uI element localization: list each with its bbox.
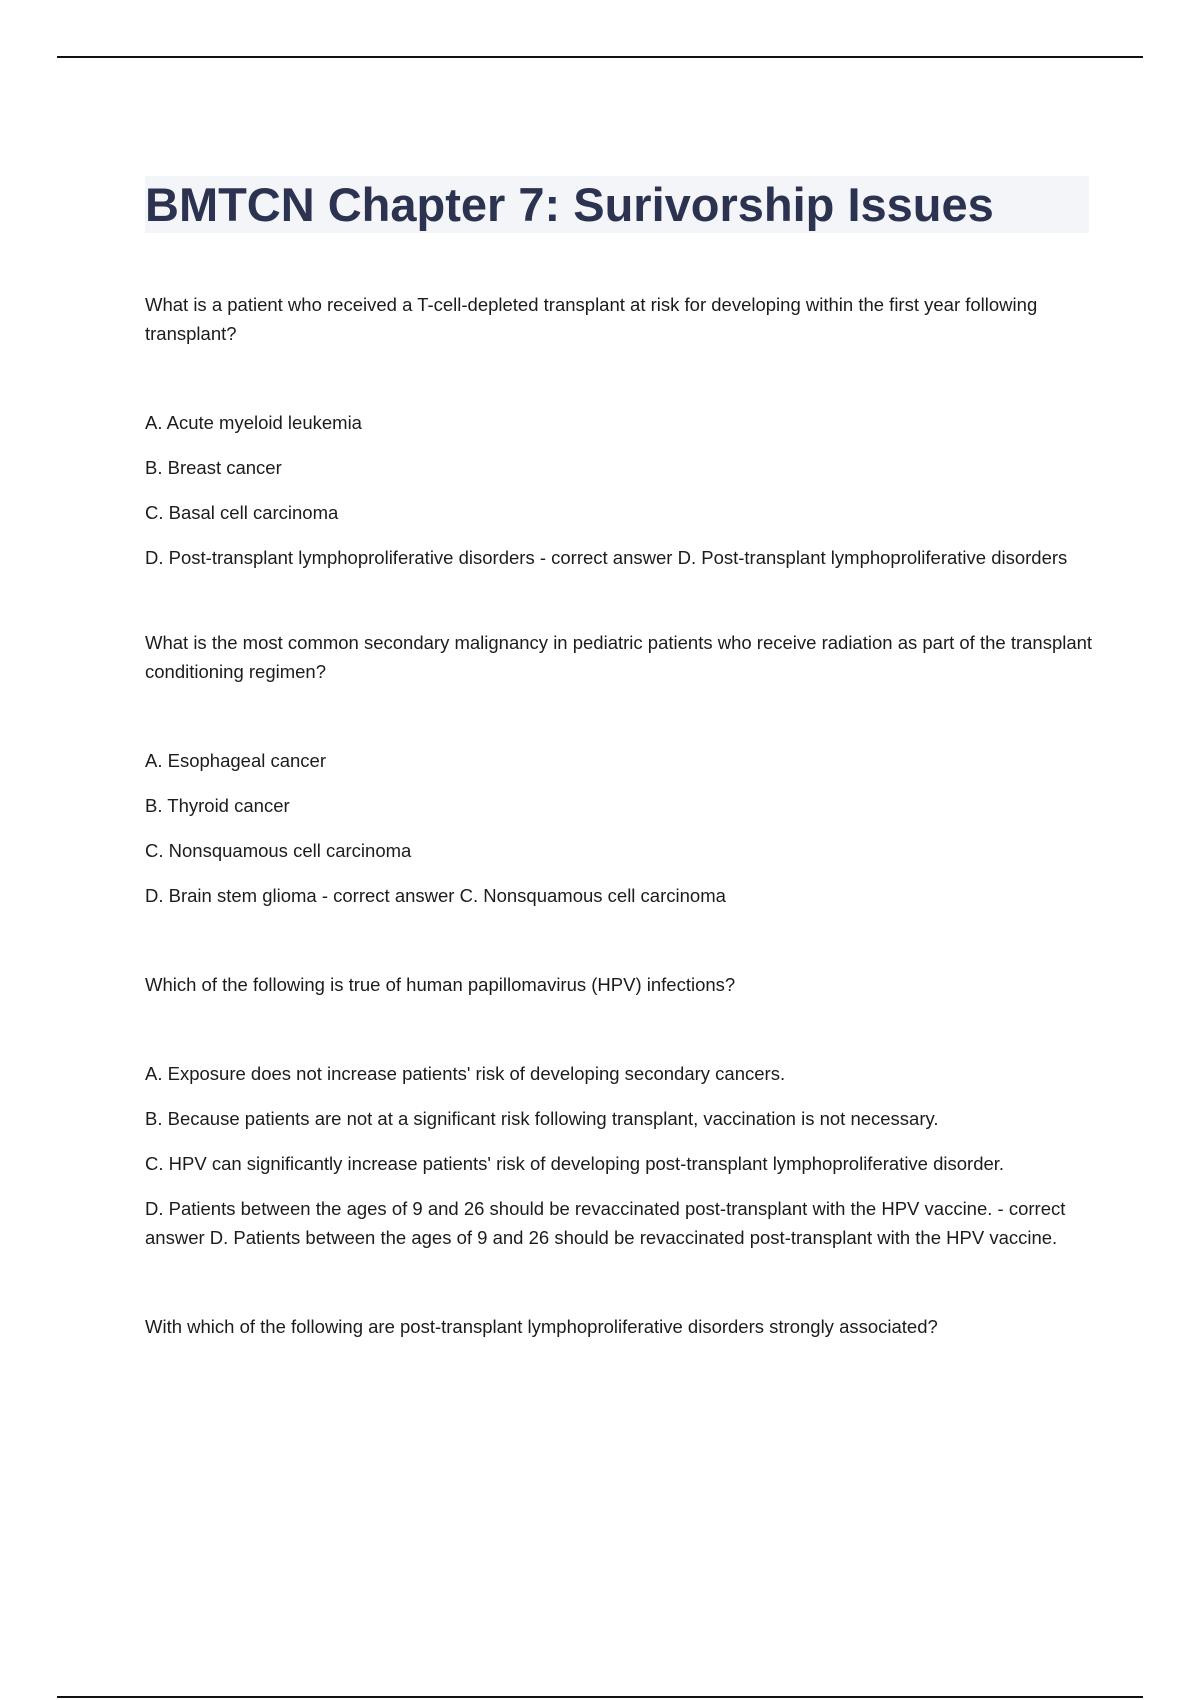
- answer-option: A. Esophageal cancer: [145, 750, 327, 771]
- question-text: What is a patient who received a T-cell-depleted transplant at risk for developing within the first year following transplant?: [145, 294, 1038, 344]
- question-list: [145, 290, 1095, 1401]
- page-title: BMTCN Chapter 7: Surivorship Issues: [145, 176, 1089, 233]
- question-block: [145, 628, 1095, 910]
- answer-option: C. HPV can significantly increase patients' risk of developing post-transplant lymphoproliferative disorder.: [145, 1153, 1005, 1174]
- question-block: [145, 290, 1095, 572]
- answer-option: D. Patients between the ages of 9 and 26 should be revaccinated post-transplant with the HPV vaccine. - correct answer D. Patients between the ages of 9 and 26 should be revaccinated post-transplant with the HPV vaccine.: [145, 1198, 1066, 1248]
- answer-options: [145, 408, 1095, 572]
- answer-option: D. Post-transplant lymphoproliferative disorders - correct answer D. Post-transplant lymphoproliferative disorders: [145, 547, 1068, 568]
- question-text: With which of the following are post-transplant lymphoproliferative disorders strongly associated?: [145, 1316, 938, 1337]
- answer-options: [145, 746, 1095, 910]
- answer-option: B. Breast cancer: [145, 457, 282, 478]
- question-block: [145, 1312, 1095, 1341]
- answer-option: D. Brain stem glioma - correct answer C. Nonsquamous cell carcinoma: [145, 885, 726, 906]
- question-text: Which of the following is true of human papillomavirus (HPV) infections?: [145, 974, 736, 995]
- answer-option: A. Exposure does not increase patients' risk of developing secondary cancers.: [145, 1063, 786, 1084]
- top-rule: [57, 56, 1143, 58]
- answer-option: C. Basal cell carcinoma: [145, 502, 339, 523]
- question-text: What is the most common secondary malignancy in pediatric patients who receive radiation as part of the transplant conditioning regimen?: [145, 632, 1093, 682]
- answer-option: C. Nonsquamous cell carcinoma: [145, 840, 412, 861]
- bottom-rule: [57, 1696, 1143, 1698]
- answer-option: A. Acute myeloid leukemia: [145, 412, 362, 433]
- answer-option: B. Thyroid cancer: [145, 795, 290, 816]
- answer-options: [145, 1059, 1095, 1252]
- question-block: [145, 970, 1095, 1252]
- answer-option: B. Because patients are not at a significant risk following transplant, vaccination is not necessary.: [145, 1108, 939, 1129]
